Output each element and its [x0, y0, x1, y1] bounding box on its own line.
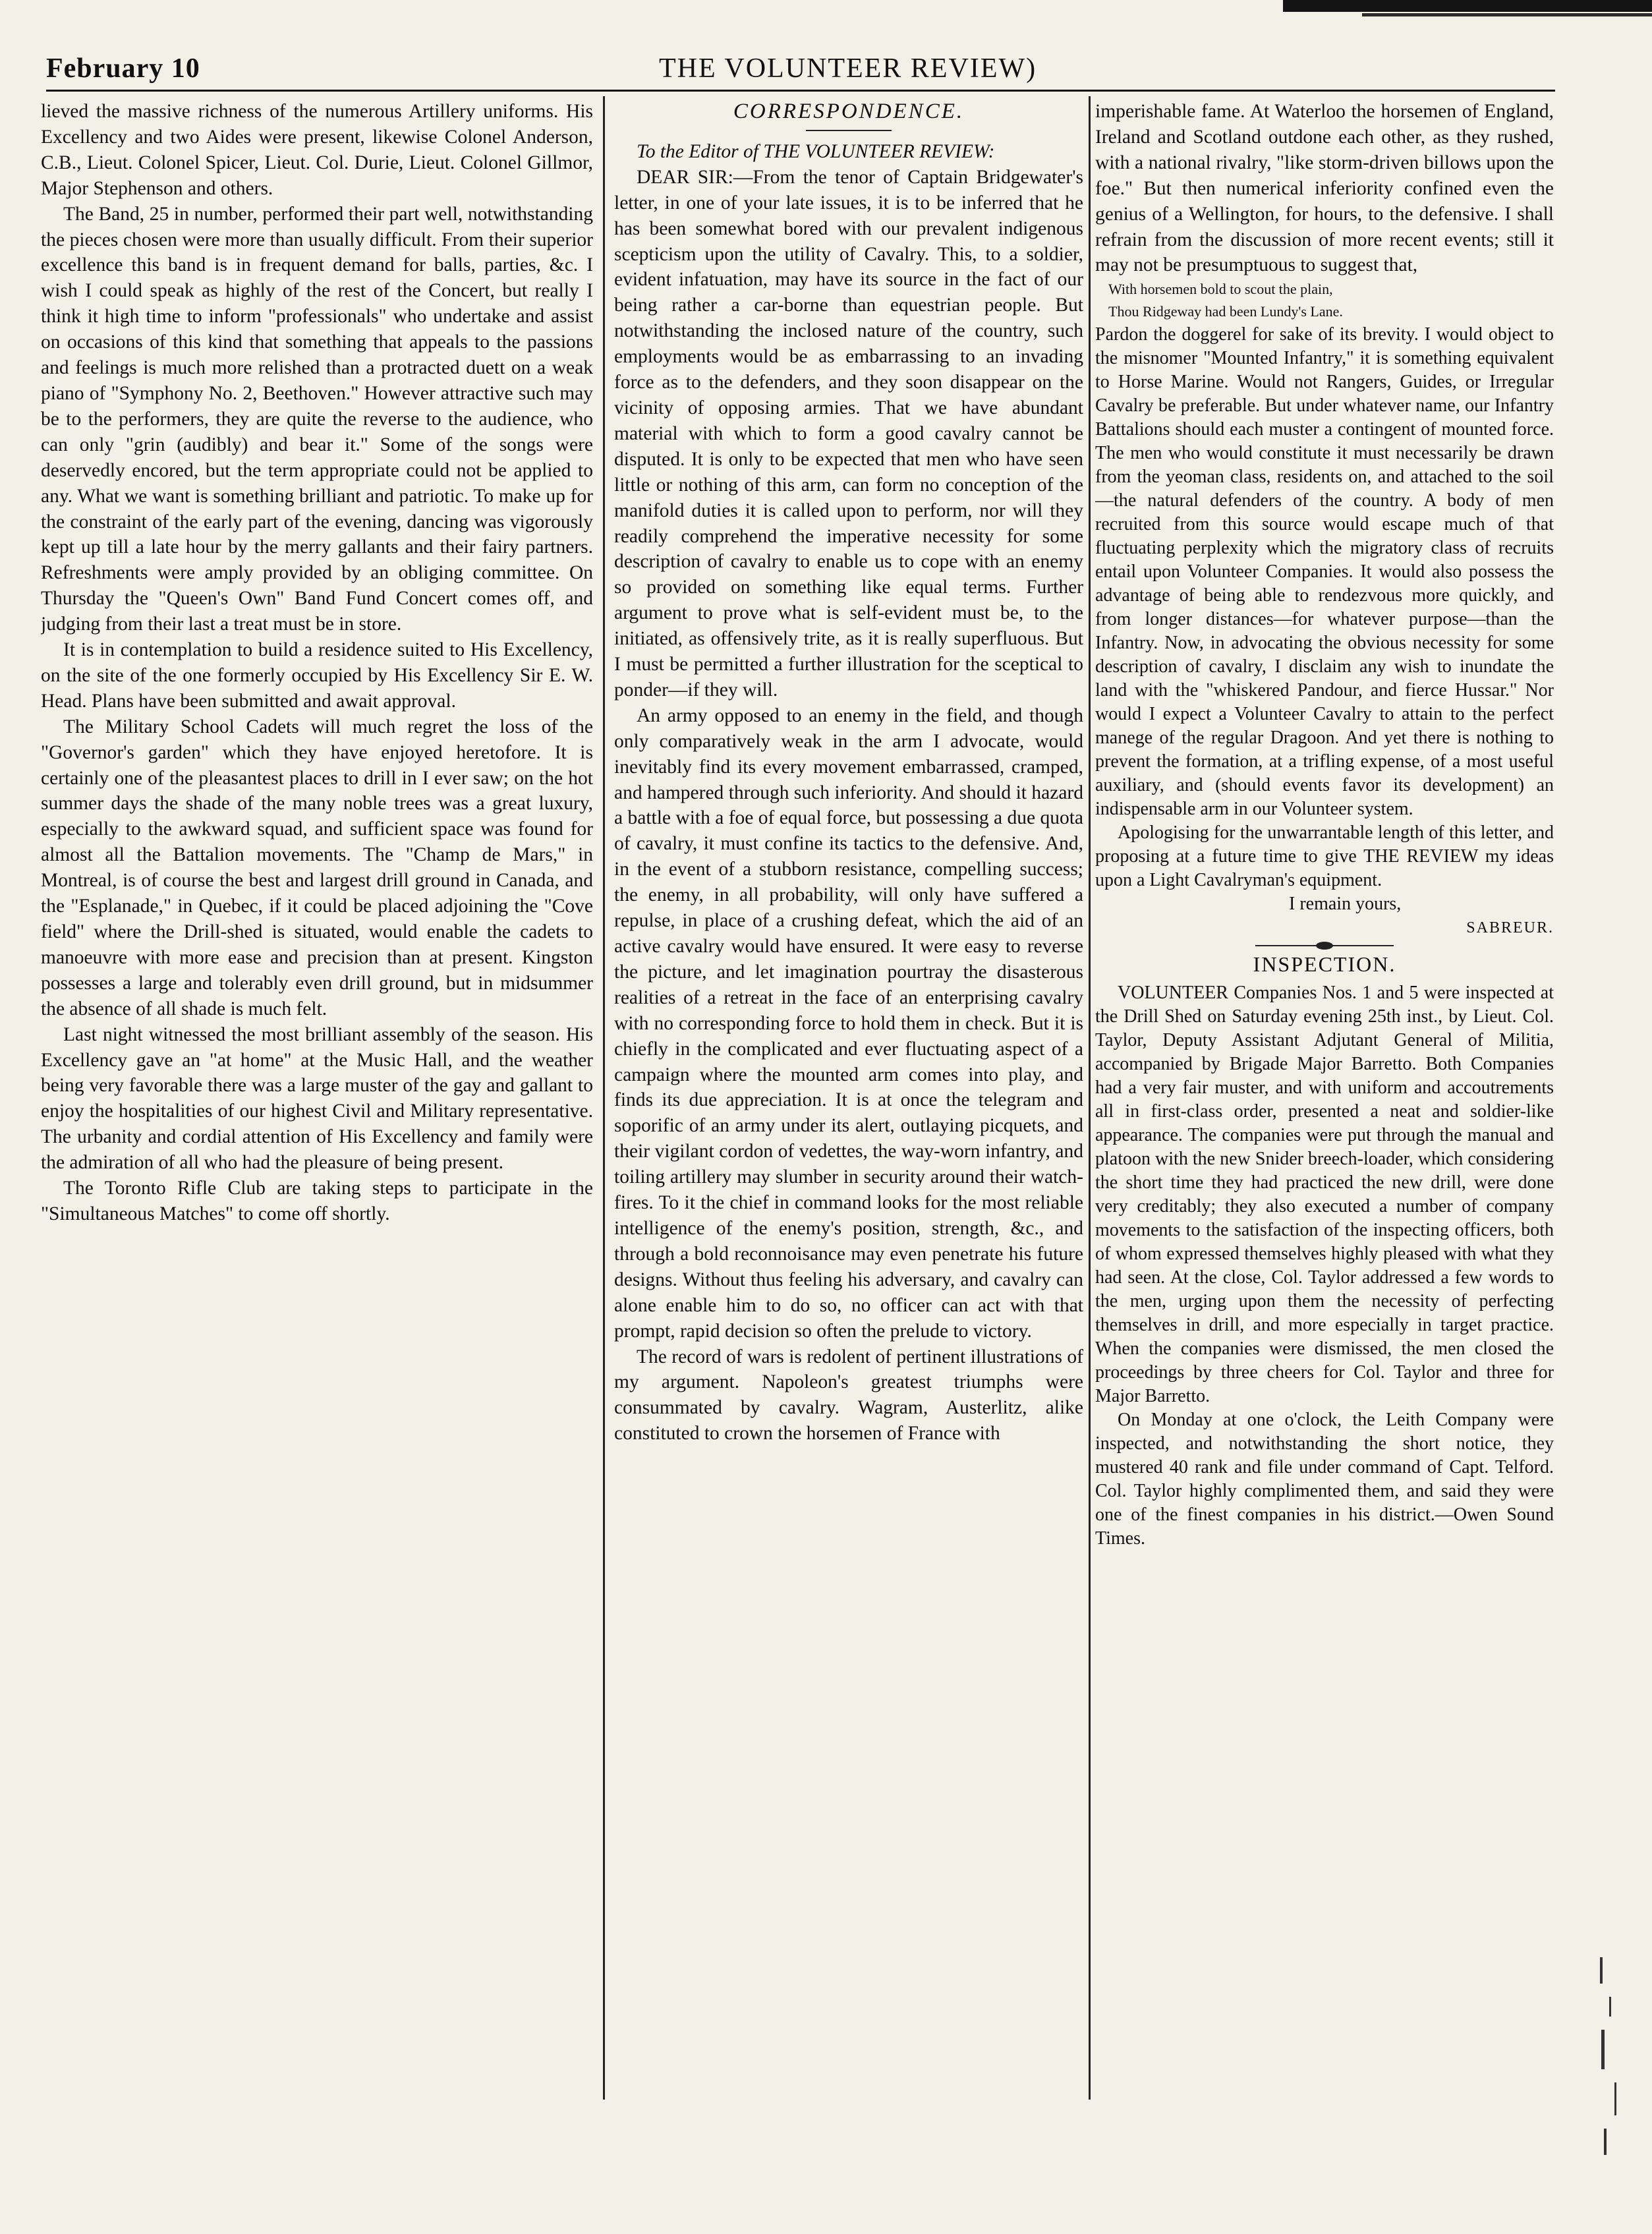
verse-line: With horsemen bold to scout the plain, [1108, 281, 1333, 298]
scan-margin-marks [1595, 1951, 1634, 2162]
letter-closing: I remain yours, [1289, 894, 1402, 915]
scan-edge-bar [1283, 0, 1652, 12]
letter-signature: SABREUR. [1466, 919, 1554, 937]
column-1 [41, 99, 593, 2115]
col1-paragraph: lieved the massive richness of the numerous Artillery uniforms. His Excellency and two Aides were present, likewise Colonel Anderson, C.B., Lieut. Colonel Spicer, Lieut. Col. Durie, Lieut. Colonel Gillmor, Major Stephenson and others. [41, 101, 593, 199]
column-divider-1 [603, 96, 605, 2100]
verse-line: Thou Ridgeway had been Lundy's Lane. [1108, 303, 1343, 320]
header-date: February 10 [46, 53, 200, 84]
col2-paragraph: The record of wars is redolent of pertinent illustrations of my argument. Napoleon's greatest triumphs were consummated by cavalry. Wagram, Austerlitz, alike constituted to crown the horsemen of France with [614, 1346, 1083, 1445]
header-title: THE VOLUNTEER REVIEW) [659, 53, 1037, 84]
col2-paragraph: An army opposed to an enemy in the field, and though only comparatively weak in the arm I advocate, would inevitably find its every movement embarrassed, cramped, and hampered through such inferiority. And should it hazard a battle with a foe of equal force, but possessing a due quota of cavalry, it must confine its tactics to the defensive. And, in the event of a stubborn resistance, compelling success; the enemy, in all probability, will only have suffered a repulse, in place of a crushing defeat, which the aid of an active cavalry would have ensured. It were easy to reverse the picture, and let imagination pourtray the disasterous realities of a retreat in the face of an enterprising cavalry with no corresponding force to hold them in check. But it is chiefly in the complicated and ever fluctuating aspect of a campaign where the mounted arm comes into play, and finds its due appreciation. It is at once the telegram and soporific of an army under its alert, outlaying picquets, and their vigilant cordon of vedettes, the way-worn infantry, and toiling artillery may slumber in security around their watch-fires. To it the chief in command looks for the most reliable intelligence of the enemy's position, strength, &c., and through a bold reconnoisance may even penetrate his future designs. Without thus feeling his adversary, and cavalry can alone enable him to do so, no officer can act with that prompt, rapid decision so often the prelude to victory. [614, 704, 1083, 1342]
column-2 [614, 99, 1083, 2115]
letter-salutation: To the Editor of THE VOLUNTEER REVIEW: [637, 140, 995, 162]
col3-paragraph: imperishable fame. At Waterloo the horsemen of England, Ireland and Scotland outdone each other, as they rushed, with a national rivalry, "like storm-driven billows upon the foe." But then numerical inferiority confined even the genius of a Wellington, for hours, to the defensive. I shall refrain from the discussion of more recent events; still it may not be presumptuous to suggest that, [1095, 101, 1554, 276]
col1-paragraph: It is in contemplation to build a residence suited to His Excellency, on the site of the one formerly occupied by His Excellency Sir E. W. Head. Plans have been submitted and await approval. [41, 639, 593, 712]
col1-paragraph: Last night witnessed the most brilliant assembly of the season. His Excellency gave an "at home" at the Music Hall, and the weather being very favorable there was a large muster of the gay and gallant to enjoy the hospitalities of our highest Civil and Military representative. The urbanity and cordial attention of His Excellency and family were the admiration of all who had the pleasure of being present. [41, 1023, 593, 1174]
heading-rule [806, 130, 892, 131]
scan-edge-bar-thin [1362, 13, 1652, 16]
correspondence-heading: CORRESPONDENCE. [733, 100, 965, 123]
col1-paragraph: The Band, 25 in number, performed their part well, notwithstanding the pieces chosen were more than usually difficult. From their superior excellence this band is in frequent demand for balls, parties, &c. I wish I could speak as highly of the rest of the Concert, but really I think it high time to inform "professionals" who undertake and assist on occasions of this kind that something that appeals to the passions and feelings is much more relished than a protracted duett on a weak piano of "Symphony No. 2, Beethoven." However attractive such may be to the performers, they are quite the reverse to the audience, who can only "grin (audibly) and bear it." Some of the songs were deservedly encored, but the term appropriate could not be applied to any. What we want is something brilliant and patriotic. To make up for the constraint of the early part of the evening, dancing was vigorously kept up till a late hour by the merry gallants and their fairy partners. Refreshments were amply provided by an obliging committee. On Thursday the "Queen's Own" Band Fund Concert comes off, and judging from their last a treat must be in store. [41, 203, 593, 635]
page-header [46, 47, 1496, 87]
section-ornament [1255, 945, 1394, 946]
inspection-paragraph: VOLUNTEER Companies Nos. 1 and 5 were inspected at the Drill Shed on Saturday evening 25th inst., by Lieut. Col. Taylor, Deputy Assistant Adjutant General of Militia, accompanied by Brigade Major Barretto. Both Companies had a very fair muster, and with uniform and accoutrements all in first-class order, presented a neat and soldier-like appearance. The companies were put through the manual and platoon with the new Snider breech-loader, which considering the short time they had practiced the new drill, were done very creditably; they also executed a number of company movements to the satisfaction of the inspecting officers, both of whom expressed themselves highly pleased with what they had seen. At the close, Col. Taylor addressed a few words to the men, urging upon them the necessity of perfecting themselves in drill, and more especially in target practice. When the companies were dismissed, the men closed the proceedings by three cheers for Col. Taylor and three for Major Barretto. [1095, 983, 1554, 1407]
col2-paragraph: DEAR SIR:—From the tenor of Captain Bridgewater's letter, in one of your late issues, it is to be inferred that he has been somewhat bored with our prevalent indigenous scepticism upon the utility of Cavalry. This, to a soldier, evident infatuation, may have its source in the fact of our being rather a car-borne than equestrian people. But notwithstanding the inclosed nature of the country, such employments would be as embarrassing to an invading force as to the defenders, and they soon disappear on the vicinity of opposing armies. That we have abundant material with which to form a good cavalry cannot be disputed. It is only to be expected that men who have seen little or nothing of this arm, can form no conception of the manifold duties it is called upon to perform, nor will they readily comprehend the imperative necessity for some description of cavalry to enable us to cope with an enemy so provided on something like equal terms. Further argument to prove what is self-evident must be, to the initiated, as offensively trite, as it is really superfluous. But I must be permitted a further illustration for the sceptical to ponder—if they will. [614, 166, 1083, 701]
inspection-paragraph: On Monday at one o'clock, the Leith Company were inspected, and notwithstanding the short notice, they mustered 40 rank and file under command of Capt. Telford. Col. Taylor highly complimented them, and said they were one of the finest companies in his district.—Owen Sound Times. [1095, 1410, 1554, 1549]
column-3 [1095, 99, 1554, 2115]
col1-paragraph: The Toronto Rifle Club are taking steps to participate in the "Simultaneous Matches" to come off shortly. [41, 1178, 593, 1224]
col3-paragraph: Pardon the doggerel for sake of its brevity. I would object to the misnomer "Mounted Infantry," it is something equivalent to Horse Marine. Would not Rangers, Guides, or Irregular Cavalry be preferable. But under whatever name, our Infantry Battalions should each muster a contingent of mounted force. The men who would constitute it must necessarily be drawn from the yeoman class, residents on, and attached to the soil—the natural defenders of the country. A body of men recruited from this source would escape much of that fluctuating perplexity which the migratory class of recruits entail upon Volunteer Companies. It would also possess the advantage of being able to rendezvous more quickly, and from longer distances—for whatever purpose—than the Infantry. Now, in advocating the obvious necessity for some description of cavalry, I disclaim any wish to inundate the land with the "whiskered Pandour, and fierce Hussar." Nor would I expect a Volunteer Cavalry to attain to the perfect manege of the regular Dragoon. And yet there is nothing to prevent the formation, at a trifling expense, of a most useful auxiliary, and (should events favor its development) an indispensable arm in our Volunteer system. [1095, 324, 1554, 820]
header-rule [46, 90, 1555, 92]
inspection-heading: INSPECTION. [1253, 952, 1396, 977]
col1-paragraph: The Military School Cadets will much regret the loss of the "Governor's garden" which they have enjoyed heretofore. It is certainly one of the pleasantest places to drill in I ever saw; on the hot summer days the shade of the many noble trees was a great luxury, especially to the awkward squad, and sufficient space was found for almost all the Battalion movements. The "Champ de Mars," in Montreal, is of course the best and largest drill ground in Canada, and the "Esplanade," in Quebec, if it could be placed adjoining the "Cove field" where the Drill-shed is situated, would enable the cadets to manoeuvre with more ease and precision than at present. Kingston possesses a large and tolerably even drill ground, but in midsummer the absence of all shade is much felt. [41, 716, 593, 1019]
col3-paragraph: Apologising for the unwarrantable length of this letter, and proposing at a future time to give THE REVIEW my ideas upon a Light Cavalryman's equipment. [1095, 822, 1554, 891]
column-divider-2 [1089, 96, 1091, 2100]
